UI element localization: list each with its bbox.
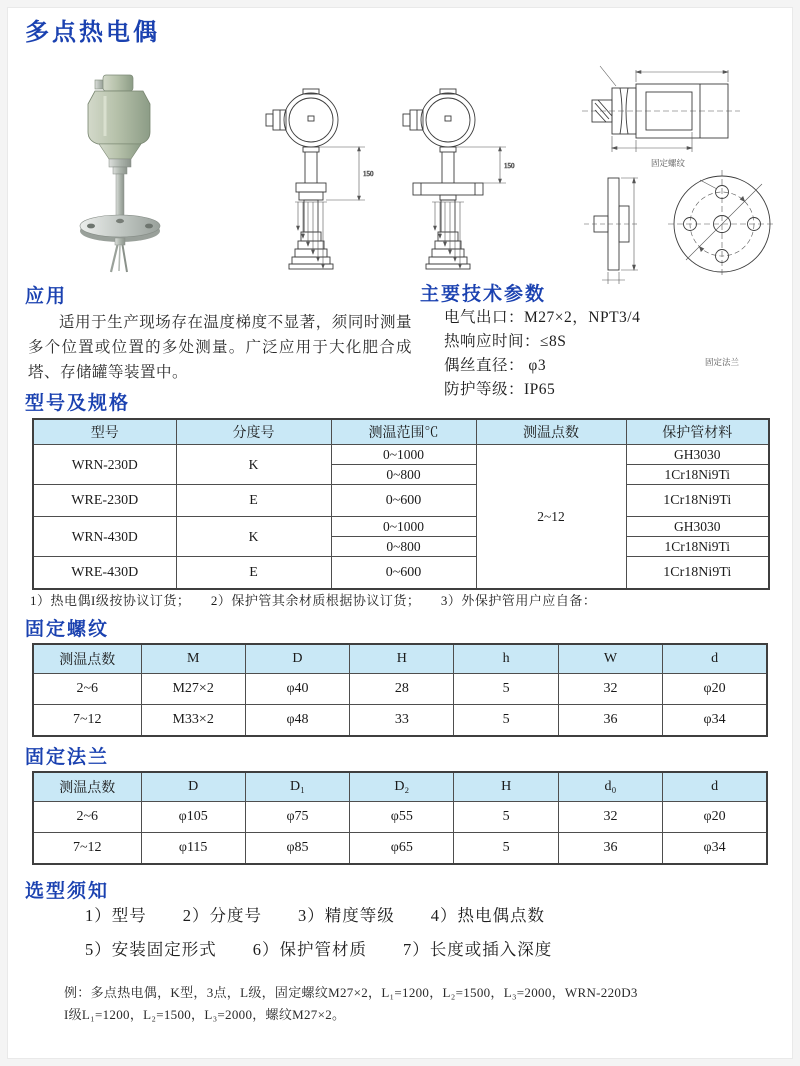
table-row [33,705,767,737]
flange-cell: 32 [558,802,662,833]
table-row [33,517,769,537]
thread-cell: 36 [558,705,662,737]
thread-col-header: W [558,644,662,674]
spec-cell-material: 1Cr18Ni9Ti [626,485,769,517]
thread-cell: 5 [454,674,558,705]
flange-cell: φ34 [663,833,767,865]
table-row [33,802,767,833]
thread-drawing-dim-150 [319,147,374,200]
spec-col-header: 分度号 [176,419,331,445]
thread-view-caption: 固定螺纹 [650,158,686,168]
spec-cell-material: 1Cr18Ni9Ti [626,465,769,485]
table-row [33,485,769,517]
spec-cell-range: 0~800 [331,465,476,485]
thread-col-header: 测温点数 [33,644,141,674]
thread-drawing-probe [289,200,333,269]
thread-col-header: D [245,644,349,674]
photo-flange [80,215,160,245]
thread-cell: M33×2 [141,705,245,737]
figure-product-photo [45,72,215,274]
thread-cell: φ34 [663,705,767,737]
thread-heading: 固定螺纹 [25,619,110,640]
flange-drawing-neck [413,147,483,200]
flange-cell: φ20 [663,802,767,833]
spec-cell-grad: K [176,517,331,557]
spec-header-row [33,419,769,445]
figure-detail-drawings [578,58,794,367]
selection-item: 1）型号 [85,906,147,925]
figure-flange-drawing [374,80,549,272]
flange-cell: 5 [454,833,558,865]
flange-header-row [33,772,767,802]
flange-col-header: d [663,772,767,802]
flange-cell: φ115 [141,833,245,865]
dim-150-label: 150 [504,162,515,170]
spec-table [32,418,770,590]
flange-drawing-head [403,89,475,147]
spec-cell-material: GH3030 [626,517,769,537]
example-line-2: I级L₁=1200，L₂=1500，L₃=2000，螺纹M27×2。 [64,1007,346,1023]
photo-stem [109,159,131,224]
table-row [33,445,769,465]
flange-heading: 固定法兰 [25,747,110,768]
detail-thread-view [582,66,740,168]
spec-cell-model: WRE-230D [33,485,176,517]
thread-cell: 28 [350,674,454,705]
spec-cell-grad: E [176,485,331,517]
table-row [33,674,767,705]
flange-cell: φ65 [350,833,454,865]
selection-item: 7）长度或插入深度 [403,940,553,959]
thread-drawing-head [266,89,338,147]
selection-item: 6）保护管材质 [252,940,367,959]
selection-item: 4）热电偶点数 [430,906,545,925]
spec-cell-range: 0~1000 [331,517,476,537]
flange-cell: φ105 [141,802,245,833]
thread-cell: 32 [558,674,662,705]
selection-item: 3）精度等级 [298,906,395,925]
flange-col-header: 测温点数 [33,772,141,802]
spec-cell-model: WRN-430D [33,517,176,557]
thread-cell: φ20 [663,674,767,705]
spec-cell-range: 0~1000 [331,445,476,465]
thread-col-header: h [454,644,558,674]
table-row [33,557,769,590]
spec-col-header: 保护管材料 [626,419,769,445]
spec-col-header: 测温范围℃ [331,419,476,445]
flange-col-header: d₀ [558,772,662,802]
thread-drawing-dim-arrows [295,202,327,268]
application-body: 适用于生产现场存在温度梯度不显著，须同时测量多个位置或位置的多处测量。广泛应用于大化肥合成塔、存储罐等装置中。 [28,314,412,382]
table-row [33,833,767,865]
thread-header-row [33,644,767,674]
application-heading: 应用 [25,286,68,307]
spec-cell-range: 0~600 [331,557,476,590]
thread-cell: 5 [454,705,558,737]
spec-cell-grad: E [176,557,331,590]
parameter-item: 偶丝直径： φ3 [444,357,547,374]
spec-cell-material: GH3030 [626,445,769,465]
thread-table [32,643,768,737]
thread-drawing-neck [296,147,326,200]
thread-cell: 33 [350,705,454,737]
spec-footnote: 1）热电偶I级按协议订货； 2）保护管其余材质根据协议订货； 3）外保护管用户应自备： [30,593,597,608]
selection-line-2 [85,936,552,960]
flange-col-header: H [454,772,558,802]
flange-col-header: D₂ [350,772,454,802]
spec-cell-points: 2~12 [476,445,626,590]
thread-cell: φ48 [245,705,349,737]
flange-drawing-probe [426,200,470,269]
thread-col-header: H [350,644,454,674]
flange-cell: φ75 [245,802,349,833]
example-line-1: 例：多点热电偶，K型，3点，L级，固定螺纹M27×2，L₁=1200，L₂=1500，L₃=2000，WRN-220D3 [64,985,638,1000]
flange-cell: φ55 [350,802,454,833]
flange-view-caption: 固定法兰 [704,357,740,367]
selection-line-1 [85,902,545,926]
photo-probes [111,245,127,272]
flange-drawing-dim-150 [456,147,515,183]
flange-drawing-dim-arrows [432,202,464,268]
parameters-heading: 主要技术参数 [420,284,547,305]
selection-heading: 选型须知 [25,881,110,902]
photo-head [88,75,150,159]
flange-cell: 2~6 [33,802,141,833]
page-title: 多点热电偶 [25,19,160,46]
flange-col-header: D [141,772,245,802]
parameters-list [444,306,640,402]
flange-table [32,771,768,865]
flange-cell: φ85 [245,833,349,865]
thread-cell: 2~6 [33,674,141,705]
parameter-item: 防护等级：IP65 [444,381,556,398]
thread-col-header: d [663,644,767,674]
selection-item: 2）分度号 [182,906,262,925]
flange-cell: 5 [454,802,558,833]
spec-cell-range: 0~600 [331,485,476,517]
selection-item: 5）安装固定形式 [85,940,217,959]
ordering-example [64,982,744,1026]
flange-cell: 7~12 [33,833,141,865]
spec-cell-material: 1Cr18Ni9Ti [626,557,769,590]
thread-col-header: M [141,644,245,674]
parameter-item: 电气出口：M27×2，NPT3/4 [444,309,641,326]
spec-cell-range: 0~800 [331,537,476,557]
spec-cell-model: WRE-430D [33,557,176,590]
parameter-item: 热响应时间：≤8S [444,333,567,350]
thread-cell: M27×2 [141,674,245,705]
thread-cell: 7~12 [33,705,141,737]
flange-col-header: D₁ [245,772,349,802]
thread-cell: φ40 [245,674,349,705]
spec-col-header: 型号 [33,419,176,445]
spec-col-header: 测温点数 [476,419,626,445]
spec-cell-material: 1Cr18Ni9Ti [626,537,769,557]
spec-cell-model: WRN-230D [33,445,176,485]
spec-cell-grad: K [176,445,331,485]
dim-150-label: 150 [363,170,374,178]
spec-heading: 型号及规格 [25,393,131,414]
flange-cell: 36 [558,833,662,865]
